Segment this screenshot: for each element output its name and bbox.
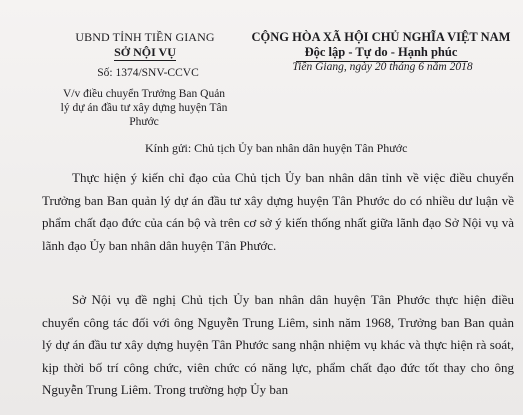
body-paragraph-1-text: Thực hiện ý kiến chỉ đạo của Chủ tịch Ủy ban nhân dân tỉnh về việc điều chuyển Trưởng ban Ban quản lý dự án đầu tư xây dựng huyện Tân Phước do có nhiều dư luận về phẩm chất đạo đức của cán bộ và trên cơ sở ý kiến thống nhất giữa lãnh đạo Sở Nội vụ và lãnh đạo Ủy ban nhân dân huyện Tân Phước. bbox=[42, 170, 514, 253]
issuing-authority: UBND TỈNH TIỀN GIANG bbox=[75, 30, 215, 44]
recipient-line: Kính gửi: Chủ tịch Ủy ban nhân dân huyện Tân Phước bbox=[145, 141, 408, 155]
place-and-date: Tiền Giang, ngày 20 tháng 6 năm 2018 bbox=[292, 61, 473, 73]
body-paragraph-2-text: Sở Nội vụ đề nghị Chủ tịch Ủy ban nhân dân huyện Tân Phước thực hiện điều chuyển công tác đối với ông Nguyễn Trung Liêm, sinh năm 1968, Trưởng ban Ban quản lý dự án đầu tư xây dựng huyện Tân Phước sang nhận nhiệm vụ khác và thực hiện rà soát, kịp thời bố trí công chức, viên chức có năng lực, phẩm chất đạo đức tốt thay cho ông Nguyễn Trung Liêm. Trong trường hợp Ủy ban bbox=[42, 292, 514, 397]
national-motto: Độc lập - Tự do - Hạnh phúc bbox=[304, 45, 458, 59]
document-subject: V/v điều chuyển Trưởng Ban Quản lý dự án đầu tư xây dựng huyện Tân Phước bbox=[60, 88, 228, 128]
body-paragraph-1 bbox=[42, 167, 514, 257]
body-paragraph-2 bbox=[42, 289, 514, 402]
document-number: Số: 1374/SNV-CCVC bbox=[97, 67, 199, 79]
issuing-department bbox=[70, 45, 220, 60]
issuing-department-text: SỞ NỘI VỤ bbox=[114, 45, 176, 59]
national-title: CỘNG HÒA XÃ HỘI CHỦ NGHĨA VIỆT NAM bbox=[251, 30, 511, 44]
